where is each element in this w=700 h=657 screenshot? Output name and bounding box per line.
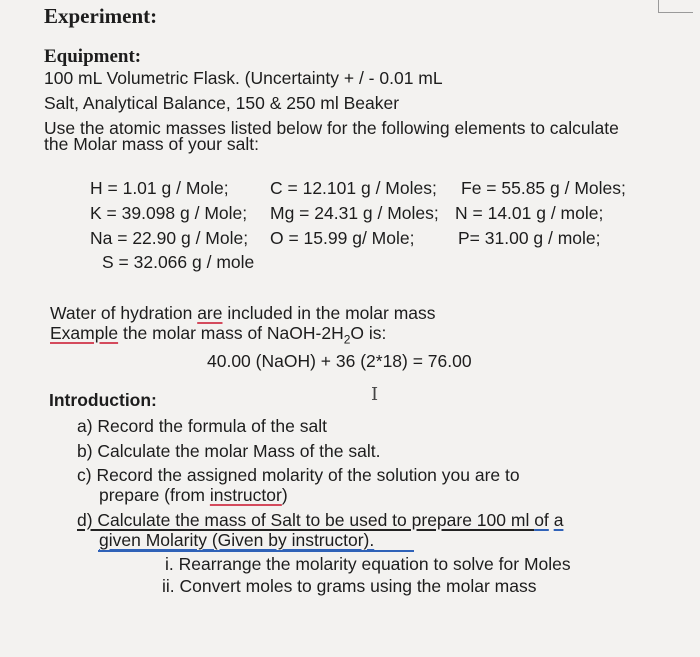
word-a: a xyxy=(553,510,564,530)
intro-item-d-line-2: given Molarity (Given by instructor). xyxy=(99,530,375,550)
intro-item-b: b) Calculate the molar Mass of the salt. xyxy=(77,441,381,461)
intro-item-c-line-2: prepare (from instructor) xyxy=(99,485,288,505)
mass-o: O = 15.99 g/ Mole; xyxy=(270,228,415,248)
experiment-heading: Experiment: xyxy=(44,4,158,28)
equipment-line-3: Use the atomic masses listed below for the following elements to calculate xyxy=(44,118,619,138)
intro-subitem-ii: ii. Convert moles to grams using the molar mass xyxy=(162,576,537,596)
intro-item-d-line-1: d) Calculate the mass of Salt to be used to prepare 100 ml of a xyxy=(77,510,564,530)
intro-item-c-line-1: c) Record the assigned molarity of the solution you are to xyxy=(77,465,520,485)
equipment-heading: Equipment: xyxy=(44,46,142,67)
hydration-equation: 40.00 (NaOH) + 36 (2*18) = 76.00 xyxy=(207,351,472,371)
equipment-line-4: the Molar mass of your salt: xyxy=(44,134,259,154)
page-corner-mark xyxy=(658,0,693,13)
mass-mg: Mg = 24.31 g / Moles; xyxy=(270,203,439,223)
word-instructor: instructor xyxy=(209,485,282,505)
mass-na: Na = 22.90 g / Mole; xyxy=(90,228,249,248)
mass-n: N = 14.01 g / mole; xyxy=(455,203,604,223)
intro-item-a: a) Record the formula of the salt xyxy=(77,416,327,436)
hydration-line-2: Example the molar mass of NaOH-$2H_2O$ is: xyxy=(50,323,387,347)
mass-p: P= 31.00 g / mole; xyxy=(458,228,601,248)
mass-k: K = 39.098 g / Mole; xyxy=(90,203,248,223)
word-example: Example xyxy=(50,323,119,343)
word-of: of xyxy=(534,510,549,530)
blue-underline-mark xyxy=(98,550,414,552)
hydration-line-1: Water of hydration are included in the molar mass xyxy=(50,303,436,323)
mass-h: H = 1.01 g / Mole; xyxy=(90,178,229,198)
introduction-heading: Introduction: xyxy=(49,390,157,410)
text-cursor-icon: I xyxy=(371,384,379,405)
word-are: are xyxy=(197,303,223,323)
mass-s: S = 32.066 g / mole xyxy=(102,252,255,272)
equipment-line-2: Salt, Analytical Balance, 150 & 250 ml Beaker xyxy=(44,93,400,113)
mass-c: C = 12.101 g / Moles; xyxy=(270,178,437,198)
intro-subitem-i: i. Rearrange the molarity equation to solve for Moles xyxy=(165,554,571,574)
mass-fe: Fe = 55.85 g / Moles; xyxy=(461,178,626,198)
equipment-line-1: 100 mL Volumetric Flask. (Uncertainty + / - 0.01 mL xyxy=(44,68,443,88)
